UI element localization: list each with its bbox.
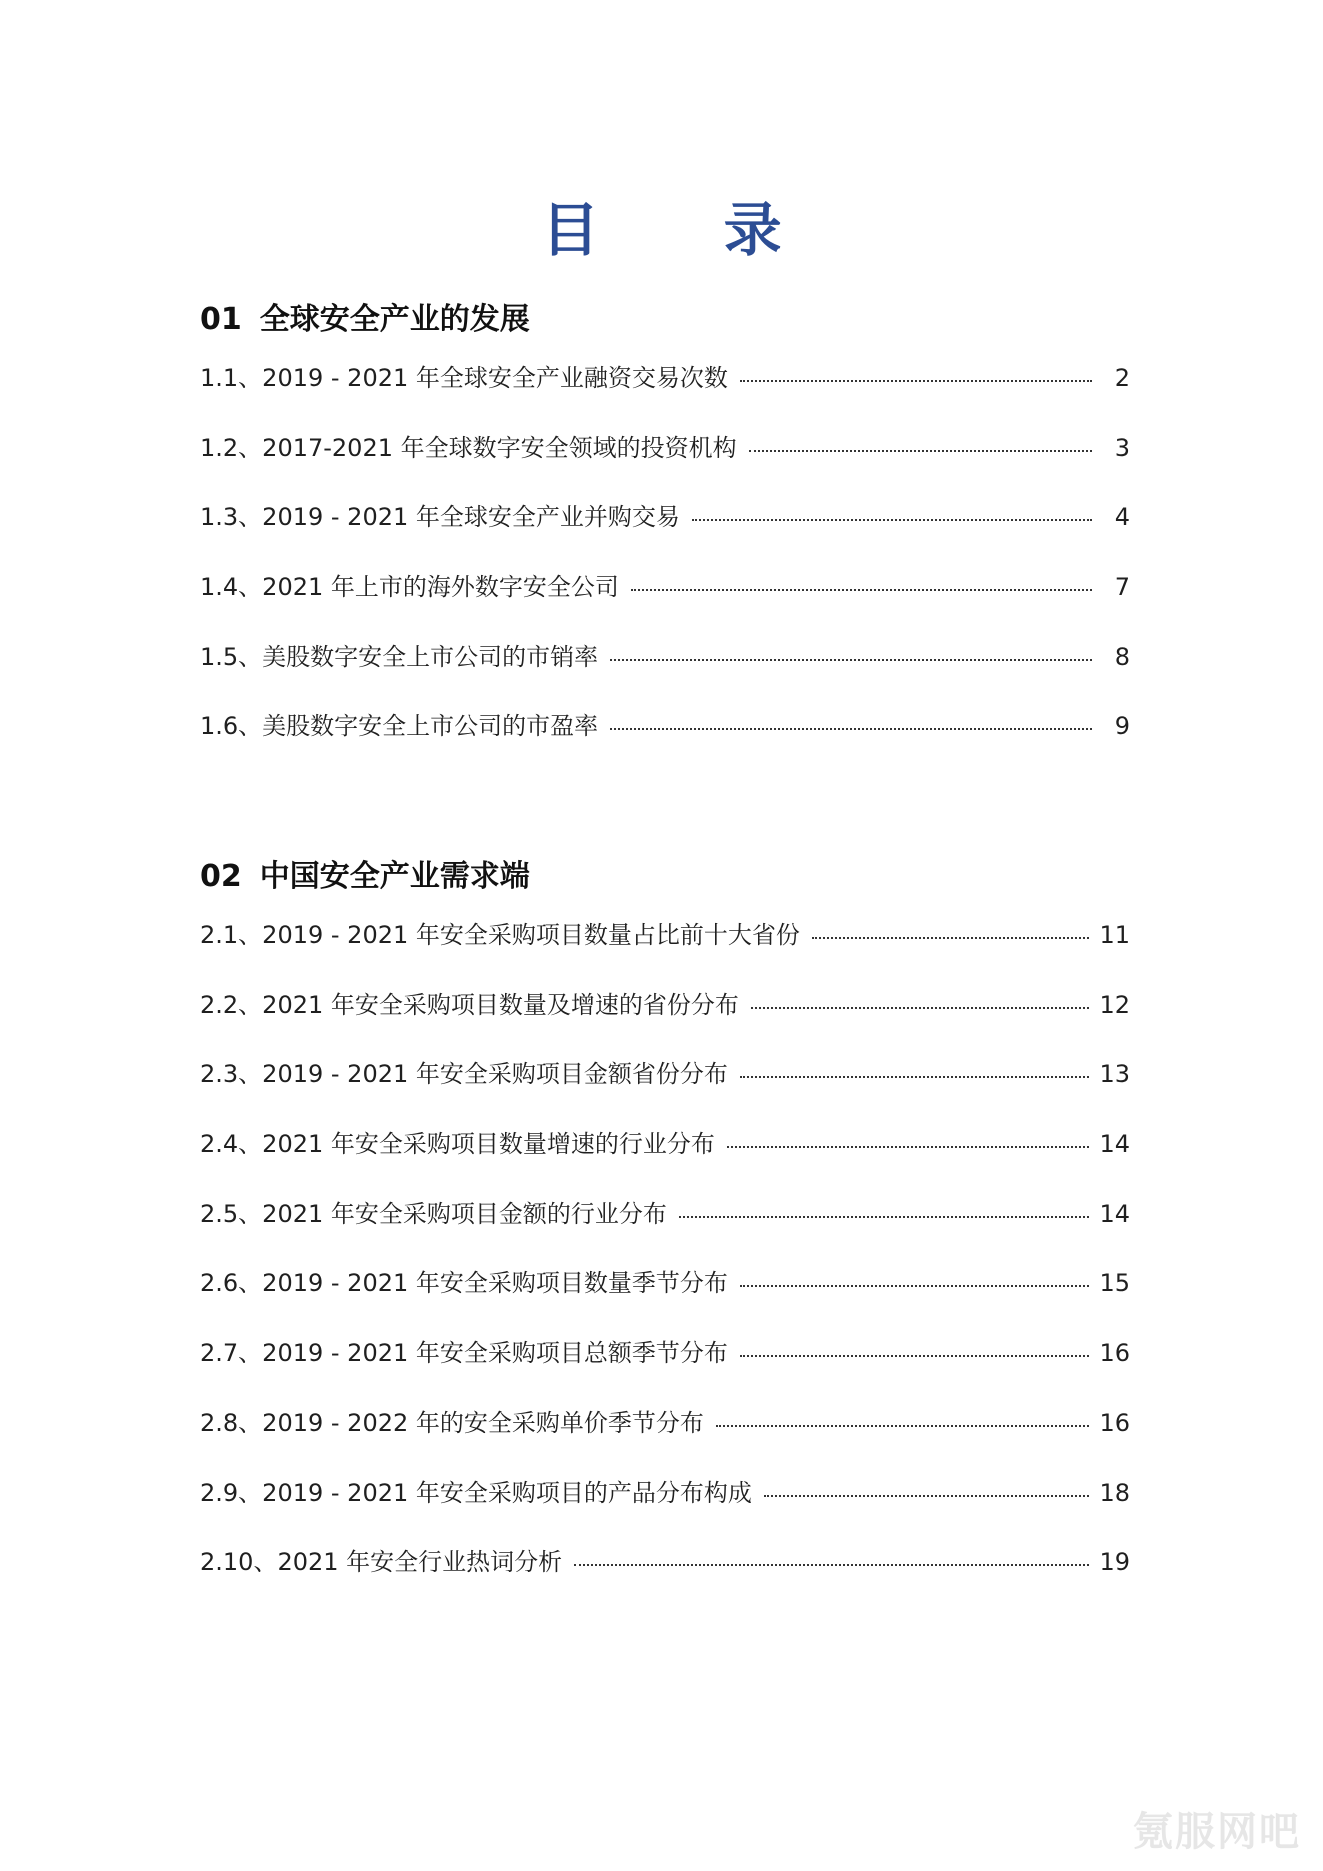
toc-item-page: 8 [1114, 642, 1130, 671]
toc-list [200, 360, 1130, 778]
toc-item[interactable] [200, 499, 1130, 569]
dot-leader [751, 1007, 1090, 1009]
toc-item[interactable] [200, 1196, 1130, 1266]
toc-item-title: 2021 年安全采购项目金额的行业分布 [262, 1199, 667, 1228]
toc-item-number: 2.9、 [200, 1478, 263, 1507]
dot-leader [740, 1355, 1090, 1357]
toc-item-number: 2.10、 [200, 1548, 278, 1577]
toc-item-page: 14 [1099, 1199, 1130, 1228]
dot-leader [574, 1564, 1089, 1566]
toc-item-page: 9 [1114, 712, 1130, 741]
section-heading [200, 853, 1130, 901]
toc-item-title: 2021 年安全行业热词分析 [277, 1548, 563, 1577]
toc-item-number: 1.1、 [200, 364, 263, 392]
toc-item-page: 7 [1114, 573, 1130, 602]
watermark-logo: 氪服网吧 [1133, 1809, 1301, 1855]
toc-item-title: 2019 - 2021 年全球安全产业并购交易 [262, 503, 680, 532]
toc-item-title: 2019 - 2021 年安全采购项目数量季节分布 [262, 1269, 728, 1298]
toc-item-title: 2021 年上市的海外数字安全公司 [262, 573, 619, 602]
dot-leader [679, 1216, 1090, 1218]
section-number: 01 [200, 302, 242, 337]
toc-item-title: 2019 - 2021 年安全采购项目的产品分布构成 [262, 1478, 752, 1507]
toc-section-2 [200, 853, 1130, 1614]
toc-item[interactable] [200, 1265, 1130, 1335]
toc-item[interactable] [200, 1126, 1130, 1196]
toc-item-page: 18 [1099, 1478, 1130, 1507]
toc-item[interactable] [200, 708, 1130, 778]
toc-item[interactable] [200, 569, 1130, 639]
toc-item[interactable] [200, 1056, 1130, 1126]
toc-item-title: 2019 - 2021 年安全采购项目数量占比前十大省份 [262, 921, 800, 949]
toc-item-page: 14 [1099, 1130, 1130, 1159]
toc-item-title: 2021 年安全采购项目数量及增速的省份分布 [262, 990, 739, 1019]
toc-item-number: 2.2、 [200, 990, 263, 1019]
toc-item-page: 11 [1099, 921, 1130, 949]
toc-item-title: 2021 年安全采购项目数量增速的行业分布 [262, 1130, 715, 1159]
toc-item-title: 美股数字安全上市公司的市盈率 [262, 712, 599, 741]
section-title: 全球安全产业的发展 [259, 302, 530, 337]
toc-item-title: 2019 - 2022 年的安全采购单价季节分布 [262, 1408, 704, 1437]
toc-item-number: 2.1、 [200, 921, 263, 949]
toc-item[interactable] [200, 1335, 1130, 1405]
dot-leader [716, 1425, 1090, 1427]
dot-leader [764, 1495, 1090, 1497]
toc-item-number: 1.2、 [200, 433, 263, 462]
section-heading [200, 296, 1130, 344]
section-title: 中国安全产业需求端 [259, 859, 530, 894]
page-title: 目 录 [541, 196, 834, 264]
toc-item-number: 2.6、 [200, 1269, 263, 1298]
dot-leader [610, 728, 1092, 730]
toc-item-page: 12 [1099, 990, 1130, 1019]
toc-item-page: 2 [1114, 364, 1130, 392]
toc-item-number: 2.4、 [200, 1130, 263, 1159]
toc-item-page: 15 [1099, 1269, 1130, 1298]
dot-leader [740, 1285, 1090, 1287]
section-number: 02 [200, 859, 242, 894]
toc-item[interactable] [200, 639, 1130, 709]
dot-leader [812, 937, 1090, 939]
toc-item-page: 19 [1099, 1548, 1130, 1577]
toc-item[interactable] [200, 1544, 1130, 1614]
toc-item-number: 1.3、 [200, 503, 263, 532]
dot-leader [631, 589, 1092, 591]
toc-item-number: 1.6、 [200, 712, 263, 741]
toc-item-title: 2019 - 2021 年安全采购项目总额季节分布 [262, 1339, 728, 1368]
toc-section-1 [200, 296, 1130, 778]
toc-item-number: 1.5、 [200, 642, 263, 671]
toc-item-page: 13 [1099, 1060, 1130, 1089]
toc-item[interactable] [200, 917, 1130, 987]
dot-leader [727, 1146, 1090, 1148]
toc-item-title: 2019 - 2021 年安全采购项目金额省份分布 [262, 1060, 728, 1089]
toc-item[interactable] [200, 360, 1130, 430]
toc-item-title: 2019 - 2021 年全球安全产业融资交易次数 [262, 364, 728, 392]
dot-leader [692, 519, 1092, 521]
toc-item-page: 4 [1114, 503, 1130, 532]
toc-item[interactable] [200, 1405, 1130, 1475]
toc-list [200, 917, 1130, 1614]
toc-item-page: 16 [1099, 1408, 1130, 1437]
toc-item-number: 2.5、 [200, 1199, 263, 1228]
dot-leader [740, 380, 1092, 382]
dot-leader [740, 1076, 1090, 1078]
toc-item[interactable] [200, 987, 1130, 1057]
toc-item-page: 16 [1099, 1339, 1130, 1368]
toc-item-number: 1.4、 [200, 573, 263, 602]
dot-leader [749, 450, 1092, 452]
toc-item-title: 美股数字安全上市公司的市销率 [262, 642, 599, 671]
toc-item[interactable] [200, 1475, 1130, 1545]
toc-item-number: 2.3、 [200, 1060, 263, 1089]
dot-leader [610, 659, 1092, 661]
toc-item-page: 3 [1114, 433, 1130, 462]
toc-item-number: 2.8、 [200, 1408, 263, 1437]
toc-item-number: 2.7、 [200, 1339, 263, 1368]
toc-item-title: 2017-2021 年全球数字安全领域的投资机构 [262, 433, 737, 462]
toc-item[interactable] [200, 430, 1130, 500]
